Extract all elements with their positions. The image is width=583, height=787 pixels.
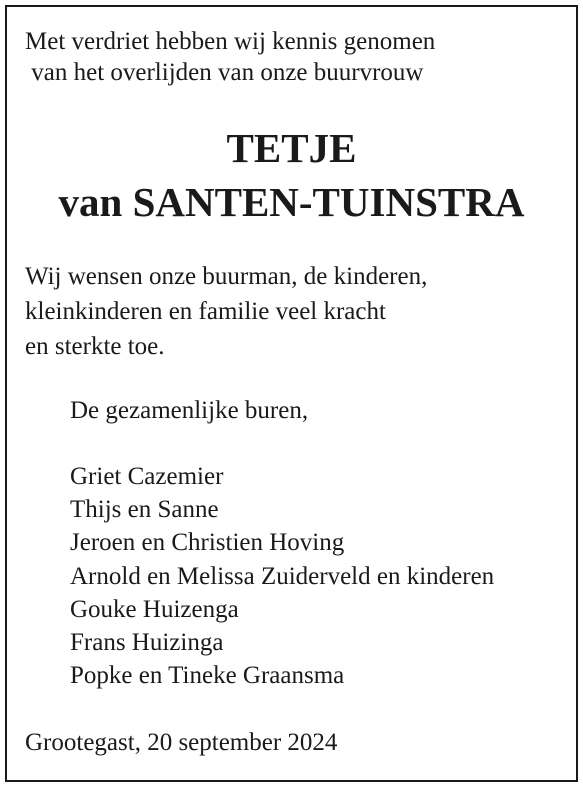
intro-text — [25, 26, 565, 88]
condolence-message — [25, 259, 565, 364]
intro-line: van het overlijden van onze buurvrouw — [25, 59, 424, 86]
signers-list — [70, 460, 494, 692]
signer-name: Thijs en Sanne — [70, 496, 219, 524]
deceased-first-name: TETJE — [226, 125, 357, 171]
deceased-full-name: van SANTEN-TUINSTRA — [58, 179, 525, 225]
signer-name: Popke en Tineke Graansma — [70, 662, 345, 690]
signer-name: Frans Huizinga — [70, 629, 224, 657]
signer-name: Arnold en Melissa Zuiderveld en kinderen — [70, 562, 495, 590]
message-line: kleinkinderen en familie veel kracht — [25, 298, 386, 325]
signer-name: Jeroen en Christien Hoving — [70, 529, 345, 557]
place-and-date: Grootegast, 20 september 2024 — [25, 729, 338, 756]
intro-line: Met verdriet hebben wij kennis genomen — [25, 28, 436, 55]
message-line: en sterkte toe. — [25, 333, 165, 360]
signer-name: Griet Cazemier — [70, 463, 224, 490]
message-line: Wij wensen onze buurman, de kinderen, — [25, 263, 428, 290]
greeting: De gezamenlijke buren, — [70, 397, 309, 424]
signer-name: Gouke Huizenga — [70, 595, 239, 623]
